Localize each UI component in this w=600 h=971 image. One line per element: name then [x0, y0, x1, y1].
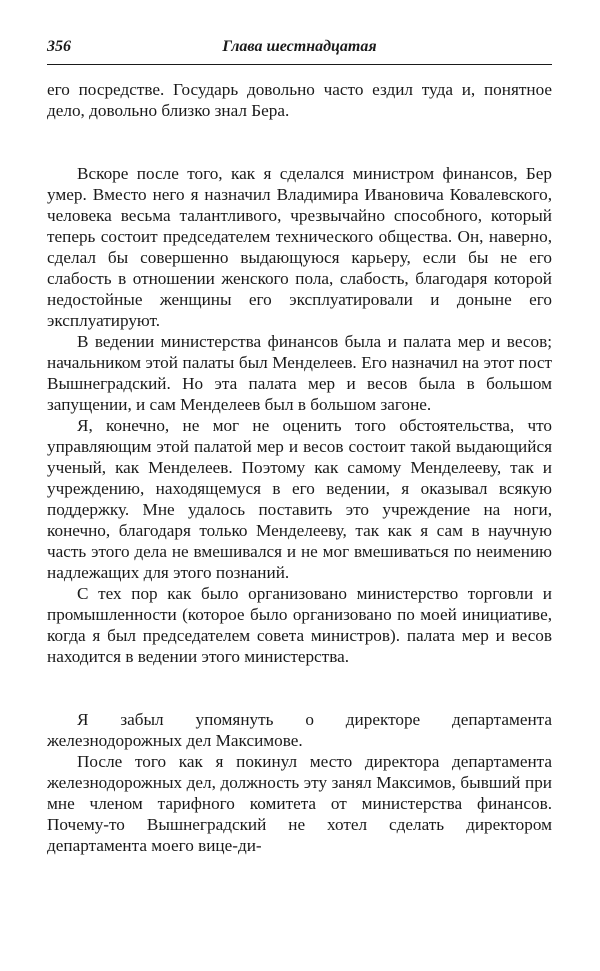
section-gap — [47, 667, 552, 709]
paragraph: Я, конечно, не мог не оценить того обстоятельства, что управляющим этой палатой мер и весов состоит такой выдающийся ученый, как Менделеев. Поэтому как самому Менделееву, так и учреждению, находящемуся в его ведении, я оказывал всякую поддержку. Мне удалось поставить это учреждение на ноги, конечно, благодаря только Менделееву, так как я сам в научную часть этого дела не вмешивался и не мог вмешиваться по неимению надлежащих для этого познаний. — [47, 416, 552, 582]
chapter-title: Глава шестнадцатая — [222, 38, 377, 55]
section-gap — [47, 121, 552, 163]
running-head — [47, 38, 552, 60]
book-page — [47, 38, 552, 856]
paragraph: В ведении министерства финансов была и палата мер и весов; начальником этой палаты был Менделеев. Его назначил на этот пост Вышнеградский. Но эта палата мер и весов была в большом запущении, и сам Менделеев был в большом загоне. — [47, 332, 552, 414]
header-rule — [47, 64, 552, 65]
paragraph: С тех пор как было организовано министерство торговли и промышленности (которое было организовано по моей инициативе, когда я был председателем совета министров). палата мер и весов находится в ведении этого министерства. — [47, 584, 552, 666]
paragraph: Я забыл упомянуть о директоре департамента железнодорожных дел Максимове. — [47, 710, 552, 750]
paragraph: После того как я покинул место директора департамента железнодорожных дел, должность эту занял Максимов, бывший при мне членом тарифного комитета от министерства финансов. Почему-то Вышнеградский не хотел сделать директором департамента моего вице-ди- — [47, 752, 552, 855]
paragraph: Вскоре после того, как я сделался министром финансов, Бер умер. Вместо него я назначил Владимира Ивановича Ковалевского, человека весьма талантливого, чрезвычайно способного, который теперь состоит председателем технического общества. Он, наверно, сделал бы совершенно выдающуюся карьеру, если бы не его слабость в отношении женского пола, слабость, благодаря которой недостойные женщины его эксплуатировали и доныне его эксплуатируют. — [47, 164, 552, 330]
paragraph-continuation: его посредстве. Государь довольно часто ездил туда и, понятное дело, довольно близко знал Бера. — [47, 80, 552, 120]
page-number: 356 — [47, 38, 71, 55]
